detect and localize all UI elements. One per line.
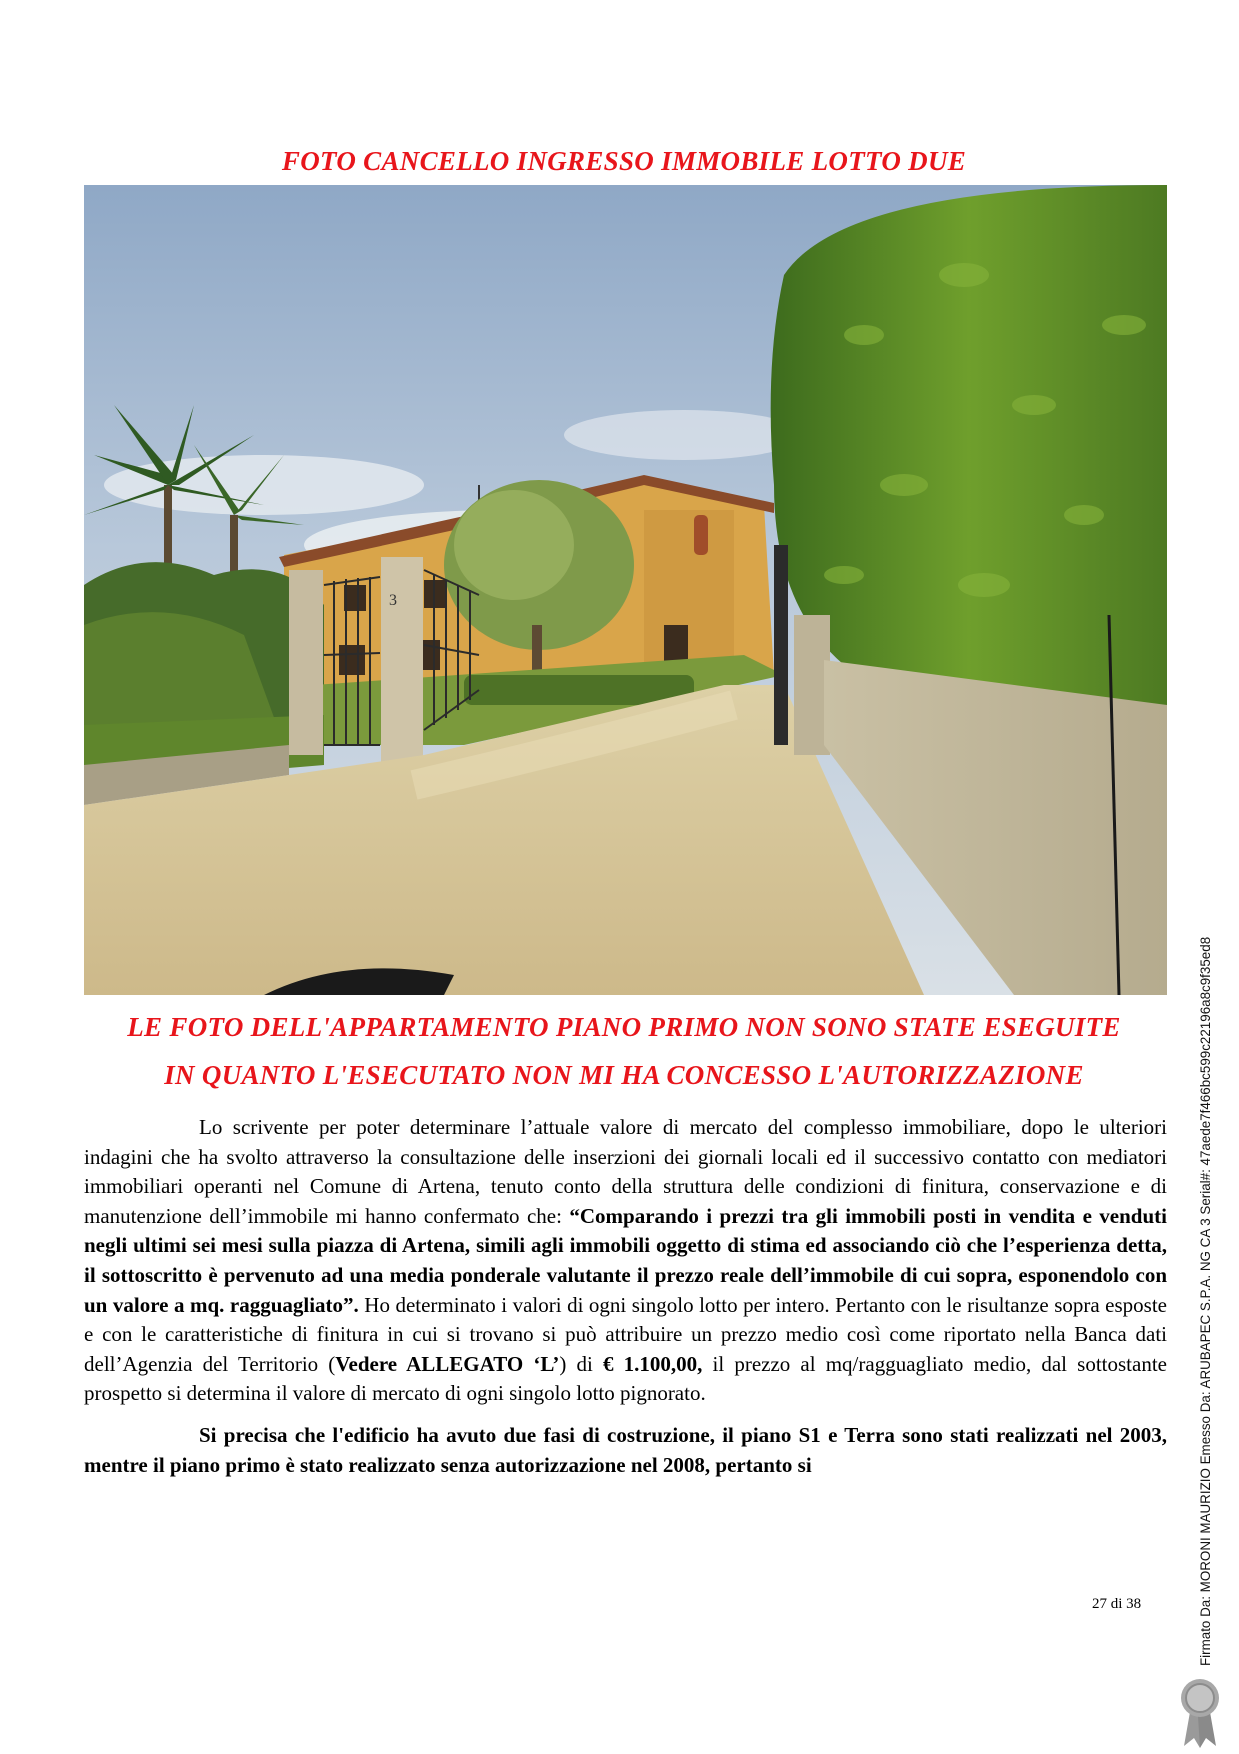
price-value: € 1.100,00, <box>603 1351 703 1376</box>
digital-signature-strip: Firmato Da: MORONI MAURIZIO Emesso Da: ARUBAPEC S.P.A. NG CA 3 Serial#: 47aede7f466bc599c22196a8c9f35ed8 <box>1198 936 1213 1666</box>
body-text <box>84 1113 1167 1480</box>
para-text: Lo scrivente per poter determinare l’attuale valore di mercato del complesso immobiliare, dopo le ulteriori indagini che ha svolto attraverso la consultazione delle inserzioni dei giornali locali ed il successivo contatto con mediatori immobiliari operanti nel Comune di Artena, tenuto conto della struttura delle condizioni di finitura, conservazione e di manutenzione dell’immobile mi hanno confermato che: <box>84 1115 1167 1228</box>
construction-phases-paragraph: Si precisa che l'edificio ha avuto due fasi di costruzione, il piano S1 e Terra sono stati realizzati nel 2003, mentre il piano primo è stato realizzato senza autorizzazione nel 2008, pertanto si <box>84 1422 1167 1477</box>
house-number-plate: 3 <box>389 592 397 609</box>
para-text: ) di <box>559 1351 603 1376</box>
para-text: il prezzo al mq/ragguagliato medio, dal sottostante prospetto si determina il valore di mercato di ogni singolo lotto pignorato. <box>84 1351 1167 1406</box>
notice-line-1: LE FOTO DELL'APPARTAMENTO PIANO PRIMO NON SONO STATE ESEGUITE <box>127 1012 1121 1042</box>
photo-title: FOTO CANCELLO INGRESSO IMMOBILE LOTTO DUE <box>281 146 967 176</box>
notice-line-2: IN QUANTO L'ESECUTATO NON MI HA CONCESSO L'AUTORIZZAZIONE <box>164 1060 1084 1090</box>
para-text: Ho determinato i valori di ogni singolo lotto per intero. Pertanto con le risultanze sopra esposte e con le caratteristiche di finitura in cui si trovano si può attribuire un prezzo medio così come riportato nella Banca dati dell’Agenzia del Territorio ( <box>84 1292 1168 1376</box>
gate-entrance-photo <box>84 185 1167 995</box>
attachment-reference: Vedere ALLEGATO ‘L’ <box>335 1351 560 1376</box>
page-number: 27 di 38 <box>1092 1596 1142 1612</box>
quoted-statement: “Comparando i prezzi tra gli immobili posti in vendita e venduti negli ultimi sei mesi sulla piazza di Artena, simili agli immobili oggetto di stima ed associando ciò che l’esperienza detta, il sottoscritto è pervenuto ad una media ponderale valutante il prezzo reale dell’immobile di cui sopra, esponendolo con un valore a mq. ragguagliato”. <box>84 1203 1167 1317</box>
seal-ribbon-icon <box>1176 1676 1224 1748</box>
valuation-paragraph <box>84 1113 1167 1409</box>
